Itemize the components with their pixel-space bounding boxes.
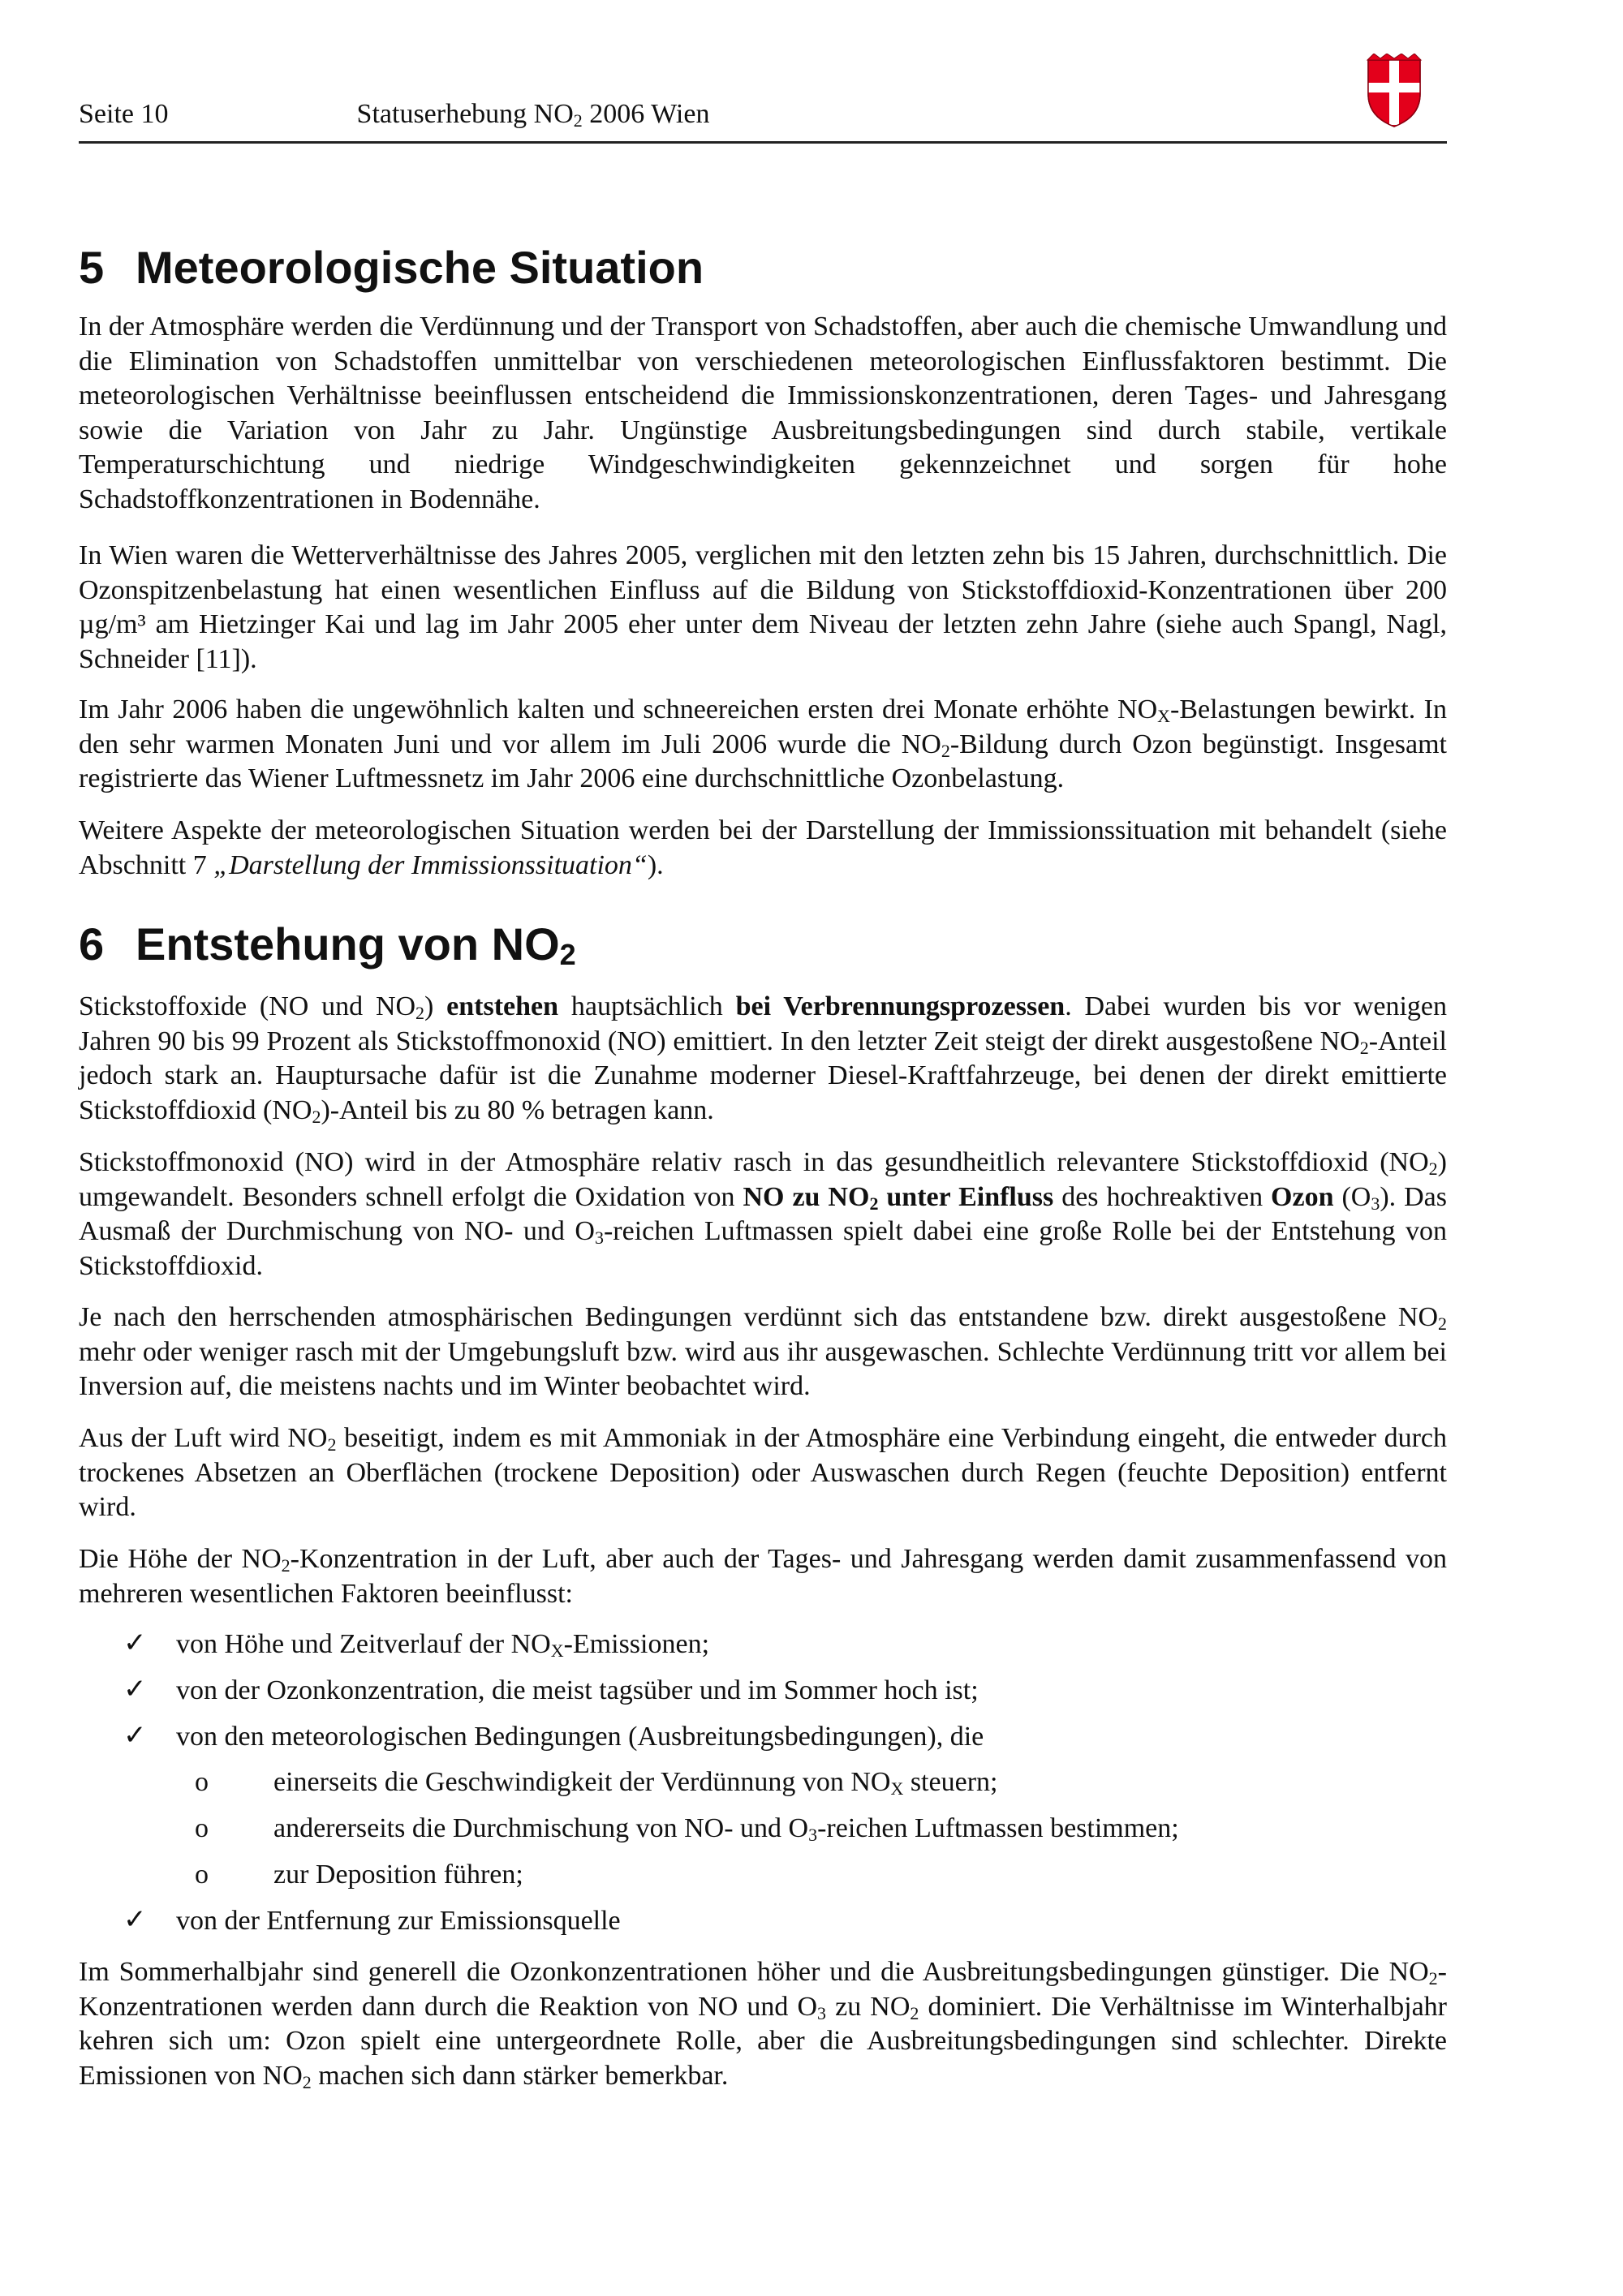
check-icon: ✓ <box>123 1627 147 1659</box>
section-6-paragraph-1: Stickstoffoxide (NO und $NO_2$) entstehen hauptsächlich bei Verbrennungsprozessen. Dabei wurden bis vor wenigen Jahren 90 bis 99 Prozent als Stickstoffmonoxid (NO) emittiert. In den letzter Zeit steigt der direkt ausgestoßene $NO_2$-Anteil jedoch stark an. Hauptursache dafür ist die Zunahme moderner Diesel-Kraftfahrzeuge, bei denen der direkt emittierte Stickstoffdioxid $(NO_2)$-Anteil bis zu 80 % betragen kann. <box>79 991 1447 1127</box>
check-icon: ✓ <box>123 1719 147 1752</box>
section-5-paragraph-2: In Wien waren die Wetterverhältnisse des Jahres 2005, verglichen mit den letzten zehn bis 15 Jahren, durchschnittlich. Die Ozonspitzenbelastung hat einen wesentlichen Einfluss auf die Bildung von Stickstoffdioxid-Konzentrationen über 200 µg/m³ am Hietzinger Kai und lag im Jahr 2005 eher unter dem Niveau der letzten zehn Jahre (siehe auch Spangl, Nagl, Schneider [11]). <box>79 540 1447 674</box>
section-5-paragraph-3: Im Jahr 2006 haben die ungewöhnlich kalten und schneereichen ersten drei Monate erhöhte $NO_X$-Belastungen bewirkt. In den sehr warmen Monaten Juni und vor allem im Juli 2006 wurde die $NO_2$-Bildung durch Ozon begünstigt. Insgesamt registrierte das Wiener Luftmessnetz im Jahr 2006 eine durchschnittliche Ozonbelastung. <box>79 694 1448 793</box>
running-title: Statuserhebung $NO_2$ 2006 Wien <box>356 99 710 131</box>
section-6-heading: 6 Entstehung von $NO_2$ <box>79 918 576 971</box>
section-6-paragraph-3: Je nach den herrschenden atmosphärischen Bedingungen verdünnt sich das entstandene bzw. direkt ausgestoßene $NO_2$ mehr oder weniger rasch mit der Umgebungsluft bzw. wird aus ihr ausgewaschen. Schlechte Verdünnung tritt vor allem bei Inversion auf, die meistens nachts und im Winter beobachtet wird. <box>79 1302 1447 1401</box>
check-icon: ✓ <box>123 1903 147 1936</box>
section-5-paragraph-1: In der Atmosphäre werden die Verdünnung und der Transport von Schadstoffen, aber auch die chemische Umwandlung und die Elimination von Schadstoffen unmittelbar von verschiedenen meteorologischen Einflussfaktoren bestimmt. Die meteorologischen Verhältnisse beeinflussen entscheidend die Immissionskonzentrationen, deren Tages- und Jahresgang sowie die Variation von Jahr zu Jahr. Ungünstige Ausbreitungsbedingungen sind durch stabile, vertikale Temperaturschichtung und niedrige Windgeschwindigkeiten gekennzeichnet und sorgen für hohe Schadstoffkonzentrationen in Bodennähe. <box>79 312 1447 514</box>
section-6-paragraph-5: Die Höhe der $NO_2$-Konzentration in der Luft, aber auch der Tages- und Jahresgang werden damit zusammenfassend von mehreren wesentlichen Faktoren beeinflusst: <box>79 1544 1447 1609</box>
bullet-o: o <box>195 1767 209 1797</box>
section-6-paragraph-2: Stickstoffmonoxid (NO) wird in der Atmosphäre relativ rasch in das gesundheitlich relevantere Stickstoffdioxid $(NO_2)$ umgewandelt. Besonders schnell erfolgt die Oxidation von NO zu $NO_2$ unter Einfluss des hochreaktiven Ozon $(O_3)$. Das Ausmaß der Durchmischung von NO- und $O_3$-reichen Luftmassen spielt dabei eine große Rolle bei der Entstehung von Stickstoffdioxid. <box>79 1147 1448 1281</box>
section-6-paragraph-4: Aus der Luft wird $NO_2$ beseitigt, indem es mit Ammoniak in der Atmosphäre eine Verbindung eingeht, die entweder durch trockenes Absetzen an Oberflächen (trockene Deposition) oder Auswaschen durch Regen (feuchte Deposition) entfernt wird. <box>79 1423 1447 1522</box>
check-icon: ✓ <box>123 1673 147 1705</box>
page-number: Seite 10 <box>79 99 169 129</box>
page-header <box>79 91 1447 144</box>
section-6-paragraph-6: Im Sommerhalbjahr sind generell die Ozonkonzentrationen höher und die Ausbreitungsbedingungen günstiger. Die $NO_2$-Konzentrationen werden dann durch die Reaktion von NO und $O_3$ zu $NO_2$ dominiert. Die Verhältnisse im Winterhalbjahr kehren sich um: Ozon spielt eine untergeordnete Rolle, aber die Ausbreitungsbedingungen sind schlechter. Direkte Emissionen von $NO_2$ machen sich dann stärker bemerkbar. <box>79 1957 1447 2092</box>
section-5-heading: 5 Meteorologische Situation <box>79 242 704 293</box>
section-5-paragraph-4: Weitere Aspekte der meteorologischen Situation werden bei der Darstellung der Immissionssituation mit behandelt (siehe Abschnitt 7 „Darstellung der Immissionssituation“). <box>79 815 1447 880</box>
bullet-o: o <box>195 1813 209 1843</box>
bullet-o: o <box>195 1860 209 1890</box>
vienna-coat-of-arms-icon <box>1366 54 1423 128</box>
